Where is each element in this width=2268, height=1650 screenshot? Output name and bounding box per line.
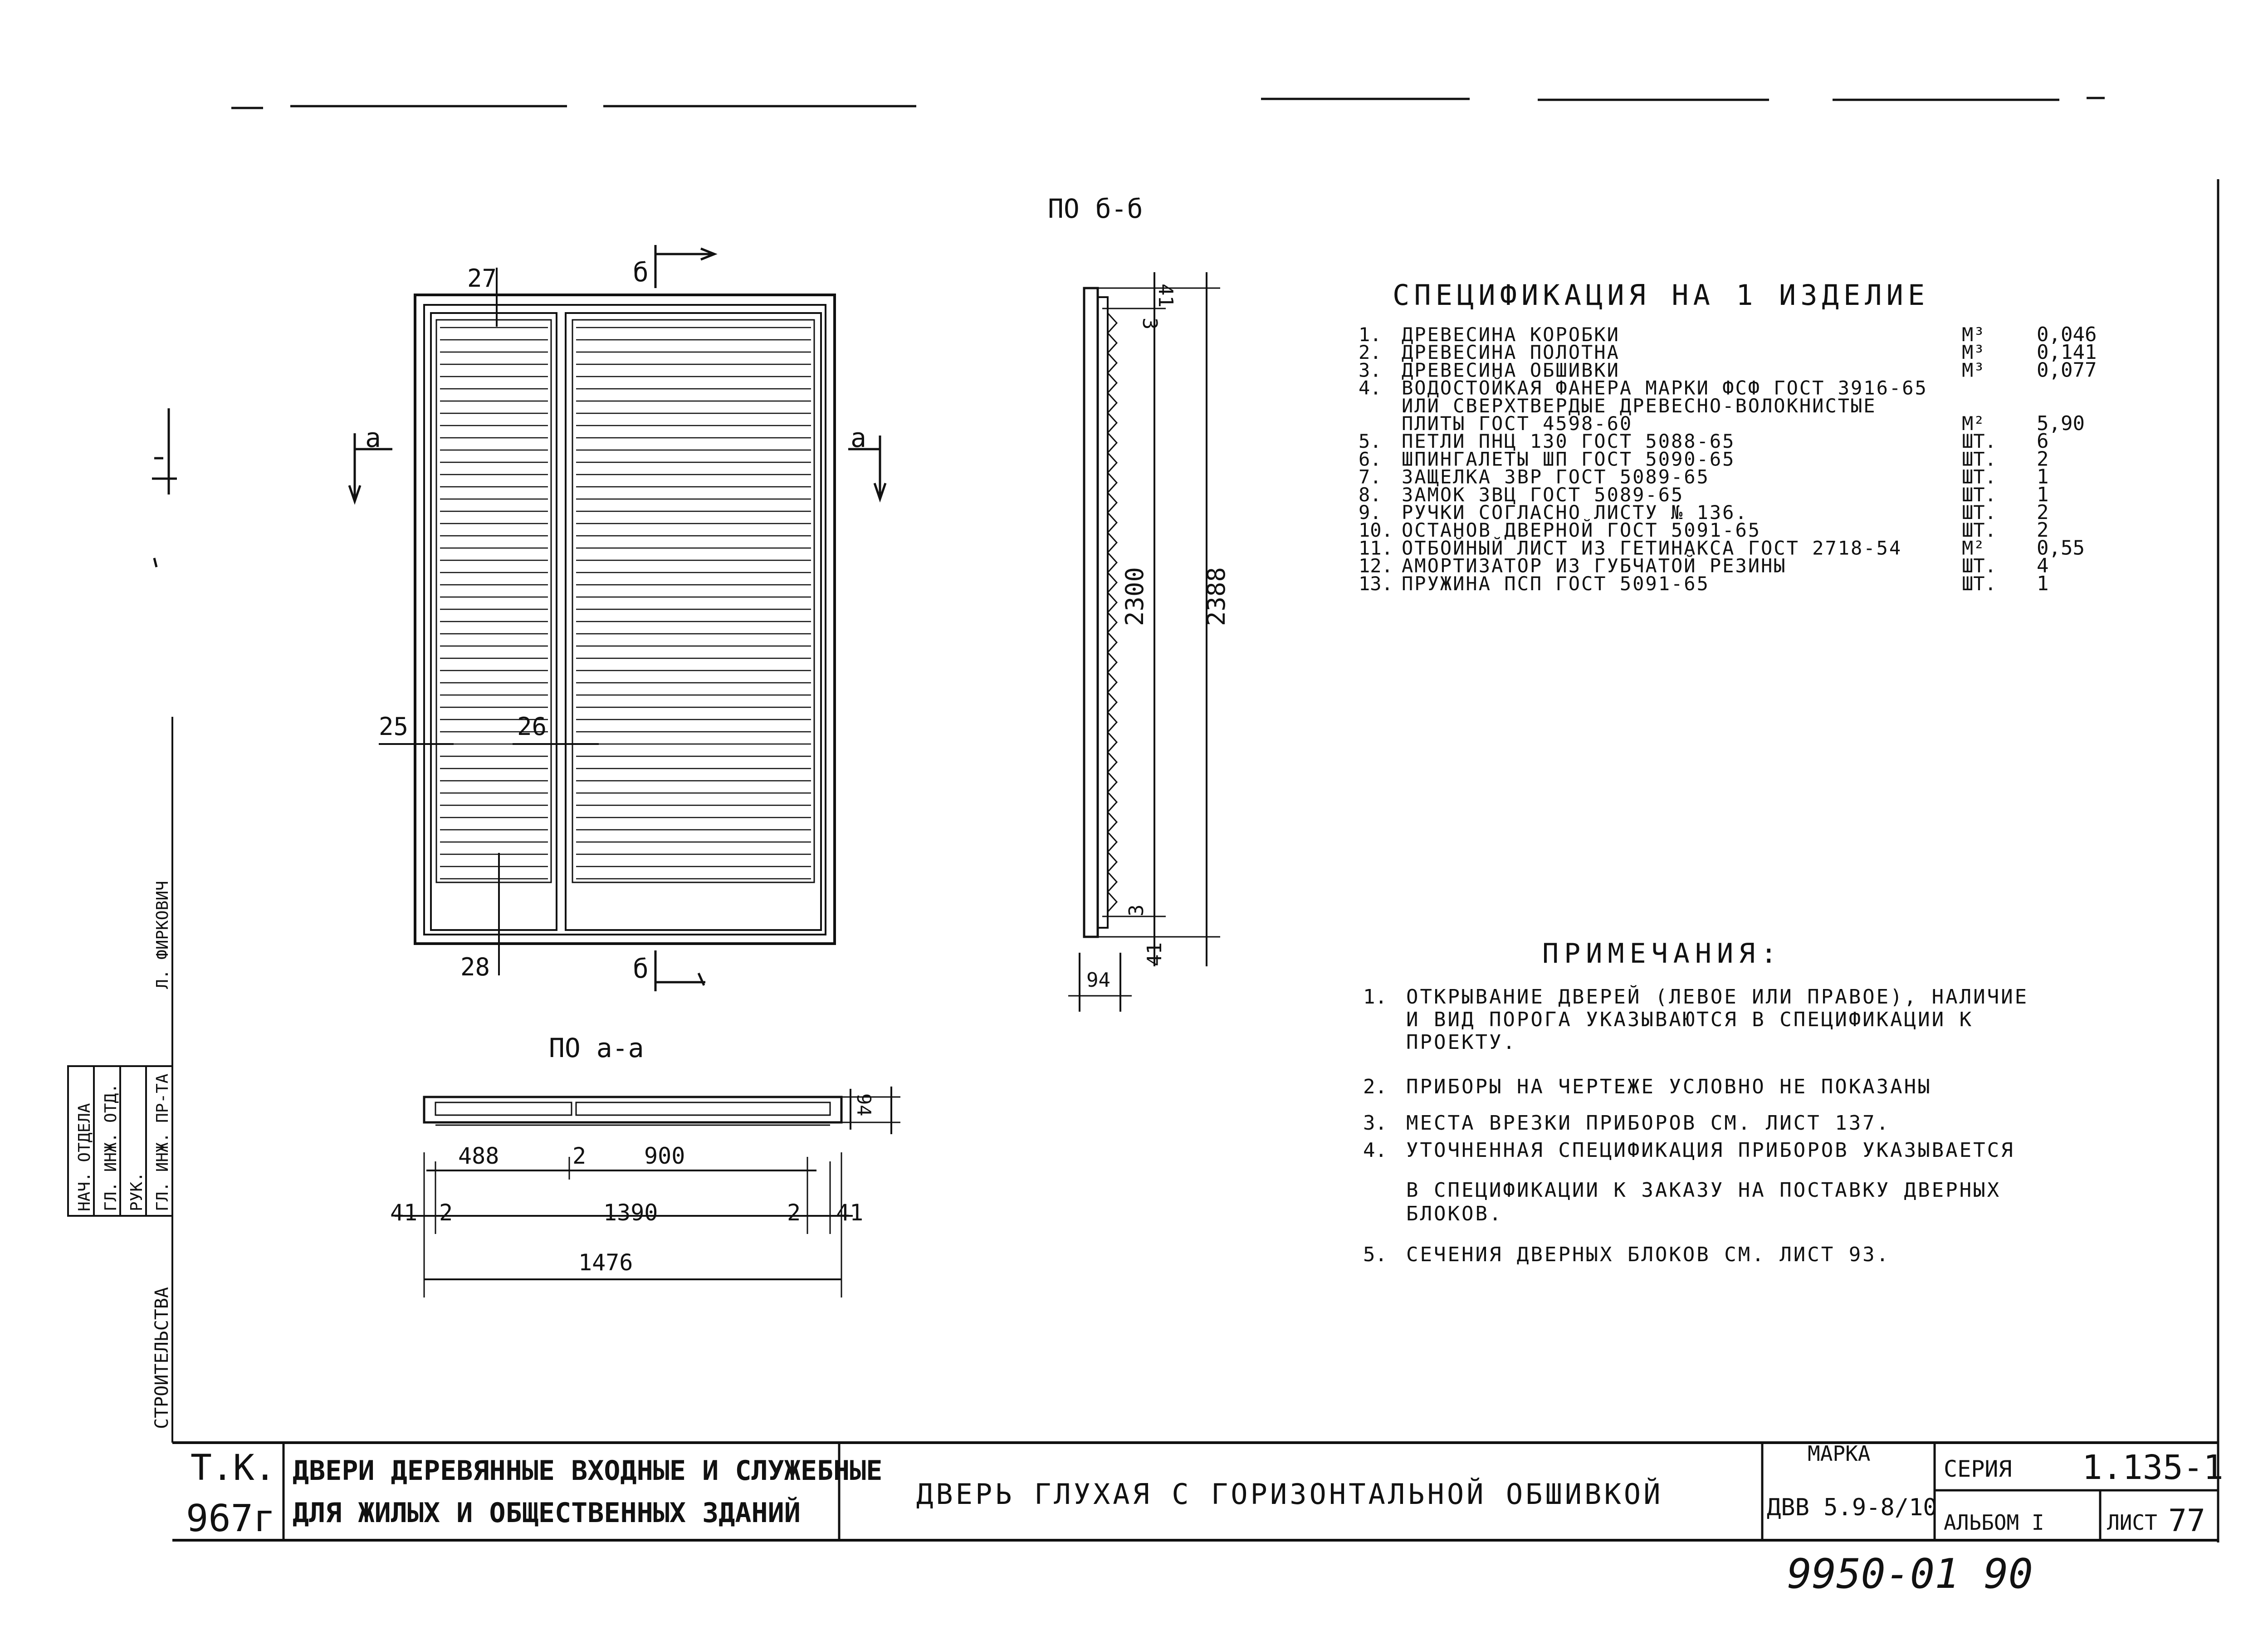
note-text: И ВИД ПОРОГА УКАЗЫВАЮТСЯ В СПЕЦИФИКАЦИИ К: [1406, 1008, 1974, 1031]
note-text: БЛОКОВ.: [1406, 1202, 1503, 1225]
note-line: [1406, 1202, 1503, 1225]
subject-line1: ДВЕРИ ДЕРЕВЯННЫЕ ВХОДНЫЕ И СЛУЖЕБНЫЕ: [293, 1455, 883, 1487]
stamp-row3: РУК.: [127, 1172, 146, 1211]
spec-qty: 1: [2037, 483, 2049, 506]
spec-text: ШПИНГАЛЕТЫ ШП ГОСТ 5090-65: [1402, 448, 1735, 470]
side-dim-94: 94: [1086, 969, 1110, 992]
spec-text: ДРЕВЕСИНА ОБШИВКИ: [1402, 359, 1620, 382]
spec-num: 11.: [1359, 537, 1393, 559]
series-value: 1.135-1: [2082, 1448, 2224, 1487]
spec-qty: 1: [2037, 465, 2049, 489]
spec-text: РУЧКИ СОГЛАСНО ЛИСТУ № 136.: [1402, 501, 1748, 524]
spec-num: 8.: [1359, 483, 1382, 506]
side-dim-3-bottom: 3: [1125, 904, 1148, 916]
spec-qty: 5,90: [2037, 412, 2085, 435]
spec-qty: 2: [2037, 447, 2049, 471]
note-line: [1363, 1243, 1890, 1266]
tk-label: Т.К.: [191, 1448, 276, 1488]
plan-dim-41-right: 41: [836, 1200, 864, 1226]
section-a-title: ПО а-а: [549, 1033, 644, 1063]
note-line: [1406, 1008, 1973, 1031]
subject-line2: ДЛЯ ЖИЛЫХ И ОБЩЕСТВЕННЫХ ЗДАНИЙ: [293, 1497, 801, 1529]
section-b-drawing: [1068, 272, 1220, 1012]
spec-qty: 0,046: [2037, 323, 2097, 346]
cut-b-top-label: б: [633, 257, 649, 288]
part-26: 26: [517, 712, 547, 741]
spec-text: ВОДОСТОЙКАЯ ФАНЕРА МАРКИ ФСФ ГОСТ 3916-65: [1402, 377, 1928, 399]
part-27: 27: [467, 264, 497, 293]
plan-dim-2-right: 2: [787, 1200, 801, 1226]
spec-unit: М²: [1962, 537, 1985, 559]
cut-a-left-label: а: [365, 422, 381, 453]
spec-unit: ШТ.: [1962, 554, 1996, 577]
note-text: ПРОЕКТУ.: [1406, 1031, 1517, 1054]
spec-qty: 2: [2037, 519, 2049, 542]
side-dim-41-bottom: 41: [1143, 942, 1166, 966]
marka-label: МАРКА: [1808, 1441, 1871, 1466]
spec-text: ДРЕВЕСИНА КОРОБКИ: [1402, 323, 1620, 346]
note-text: ПРИБОРЫ НА ЧЕРТЕЖЕ УСЛОВНО НЕ ПОКАЗАНЫ: [1406, 1075, 1932, 1098]
part-25: 25: [379, 712, 409, 741]
series-label: СЕРИЯ: [1944, 1456, 2012, 1482]
plan-dim-1390: 1390: [603, 1200, 658, 1226]
side-dim-3-top: 3: [1138, 318, 1161, 330]
spec-num: 3.: [1359, 359, 1382, 382]
section-a-drawing: [395, 1087, 900, 1297]
top-edge-marks: [231, 98, 2105, 108]
spec-unit: ШТ.: [1962, 448, 1996, 470]
spec-text: АМОРТИЗАТОР ИЗ ГУБЧАТОЙ РЕЗИНЫ: [1402, 554, 1787, 577]
spec-unit: ШТ.: [1962, 465, 1996, 488]
sheet-label: ЛИСТ: [2107, 1510, 2157, 1535]
side-dim-2300: 2300: [1120, 567, 1149, 626]
spec-unit: М³: [1962, 341, 1985, 364]
plan-dim-488: 488: [458, 1143, 499, 1169]
note-num: 5.: [1363, 1243, 1387, 1266]
spec-num: 4.: [1359, 377, 1382, 399]
side-dim-41-top: 41: [1154, 284, 1177, 308]
spec-qty: 0,55: [2037, 536, 2085, 560]
spec-text: ПРУЖИНА ПСП ГОСТ 5091-65: [1402, 572, 1710, 595]
spec-text: ЗАЩЕЛКА ЗВР ГОСТ 5089-65: [1402, 465, 1710, 488]
plan-dim-1476: 1476: [578, 1249, 633, 1276]
note-line: [1363, 1111, 1890, 1135]
spec-unit: ШТ.: [1962, 572, 1996, 595]
note-line: [1363, 984, 2028, 1009]
drawing-title: ДВЕРЬ ГЛУХАЯ С ГОРИЗОНТАЛЬНОЙ ОБШИВКОЙ: [916, 1478, 1663, 1511]
sheet-value: 77: [2168, 1503, 2205, 1539]
notes-title: ПРИМЕЧАНИЯ:: [1542, 938, 1783, 969]
note-line: [1363, 1075, 1932, 1098]
spec-text: ДРЕВЕСИНА ПОЛОТНА: [1402, 341, 1620, 364]
cut-a-right-label: а: [850, 422, 866, 453]
cut-mark-b-top: [655, 245, 714, 288]
plan-dim-2-mid: 2: [572, 1143, 587, 1169]
stamp-row1: НАЧ. ОТДЕЛА: [75, 1103, 94, 1211]
spec-unit: ШТ.: [1962, 430, 1996, 453]
spec-text: ПЛИТЫ ГОСТ 4598-60: [1402, 412, 1633, 435]
spec-text: ОТБОЙНЫЙ ЛИСТ ИЗ ГЕТИНАКСА ГОСТ 2718-54: [1402, 537, 1902, 559]
note-line: [1406, 1031, 1517, 1054]
section-b-title: ПО б-б: [1048, 193, 1143, 224]
spec-unit: М²: [1962, 412, 1985, 435]
note-line: [1363, 1139, 2015, 1162]
plan-dim-41-left: 41: [390, 1200, 418, 1226]
stamp-signature: Л. ФИРКОВИЧ: [153, 881, 172, 989]
spec-num: 12.: [1359, 554, 1393, 577]
note-num: 3.: [1363, 1111, 1387, 1135]
stamp-row4: ГЛ. ИНЖ. ПР-ТА: [153, 1073, 172, 1211]
spec-num: 2.: [1359, 341, 1382, 364]
spec-qty: 1: [2037, 572, 2049, 595]
plan-dim-900: 900: [644, 1143, 685, 1169]
note-line: [1406, 1179, 2001, 1202]
note-text: ОТКРЫВАНИЕ ДВЕРЕЙ (ЛЕВОЕ ИЛИ ПРАВОЕ), НАЛИЧИЕ: [1406, 985, 2029, 1009]
spec-num: 7.: [1359, 465, 1382, 488]
notes-list: [1363, 984, 2028, 1266]
spec-row: [1359, 572, 2049, 595]
part-28: 28: [460, 953, 490, 981]
spec-text: ЗАМОК ЗВЦ ГОСТ 5089-65: [1402, 483, 1684, 506]
spec-qty: 6: [2037, 430, 2049, 453]
spec-title: СПЕЦИФИКАЦИЯ НА 1 ИЗДЕЛИЕ: [1393, 279, 1930, 312]
spec-unit: ШТ.: [1962, 501, 1996, 524]
spec-qty: 2: [2037, 501, 2049, 524]
spec-table: [1359, 323, 2097, 595]
album-label: АЛЬБОМ I: [1944, 1510, 2044, 1535]
spec-num: 5.: [1359, 430, 1382, 453]
stamp-org: СТРОИТЕЛЬСТВА: [152, 1287, 172, 1429]
side-dim-2388: 2388: [1202, 567, 1231, 626]
left-margin-marks: [152, 408, 177, 567]
marka-value: ДВВ 5.9-8/10: [1767, 1494, 1937, 1521]
note-num: 1.: [1363, 985, 1387, 1009]
spec-unit: ШТ.: [1962, 483, 1996, 506]
horizontal-sheathing: [440, 328, 811, 879]
spec-unit: М³: [1962, 323, 1985, 346]
stamp-row2: ГЛ. ИНЖ. ОТД.: [102, 1083, 120, 1211]
note-text: В СПЕЦИФИКАЦИИ К ЗАКАЗУ НА ПОСТАВКУ ДВЕРНЫХ: [1406, 1179, 2001, 1202]
spec-text: ОСТАНОВ ДВЕРНОЙ ГОСТ 5091-65: [1402, 519, 1761, 542]
spec-unit: ШТ.: [1962, 519, 1996, 542]
spec-qty: 0,077: [2037, 358, 2097, 382]
cut-mark-b-bottom: [655, 950, 705, 991]
spec-num: 6.: [1359, 448, 1382, 470]
note-num: 2.: [1363, 1075, 1387, 1098]
door-elevation: [415, 295, 835, 944]
note-text: УТОЧНЕННАЯ СПЕЦИФИКАЦИЯ ПРИБОРОВ УКАЗЫВАЕТСЯ: [1406, 1139, 2015, 1162]
tk-number: 967г: [186, 1497, 276, 1540]
spec-num: 13.: [1359, 572, 1393, 595]
spec-text: ПЕТЛИ ПНЦ 130 ГОСТ 5088-65: [1402, 430, 1735, 453]
spec-qty: 0,141: [2037, 341, 2097, 364]
cut-b-bottom-label: б: [633, 953, 649, 984]
note-num: 4.: [1363, 1139, 1387, 1162]
note-text: СЕЧЕНИЯ ДВЕРНЫХ БЛОКОВ СМ. ЛИСТ 93.: [1406, 1243, 1891, 1266]
spec-unit: М³: [1962, 359, 1985, 382]
spec-qty: 4: [2037, 554, 2049, 578]
spec-num: 10.: [1359, 519, 1393, 542]
spec-text: ИЛИ СВЕРХТВЕРДЫЕ ДРЕВЕСНО-ВОЛОКНИСТЫЕ: [1402, 394, 1877, 417]
archive-number: 9950-01 90: [1787, 1550, 2033, 1598]
spec-num: 1.: [1359, 323, 1382, 346]
spec-num: 9.: [1359, 501, 1382, 524]
plan-dim-2-left: 2: [439, 1200, 453, 1226]
plan-dim-94: 94: [853, 1093, 875, 1116]
note-text: МЕСТА ВРЕЗКИ ПРИБОРОВ СМ. ЛИСТ 137.: [1406, 1111, 1891, 1135]
